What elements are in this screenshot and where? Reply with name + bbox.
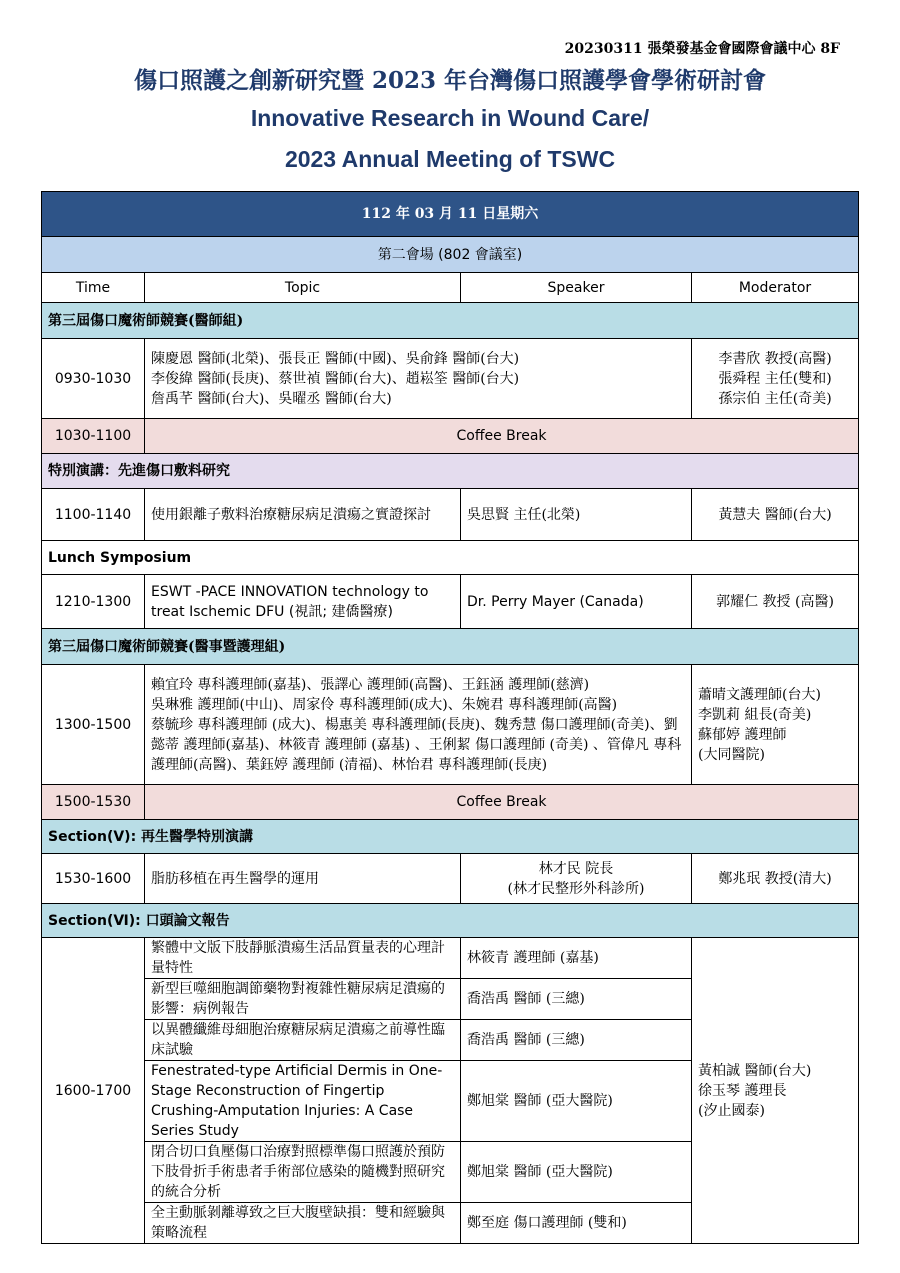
session-row (42, 575, 859, 629)
section-row (42, 904, 859, 938)
session-moderator: 蕭晴文護理師(台大) 李凱莉 組長(奇美) 蘇郁婷 護理師 (大同醫院) (692, 665, 859, 785)
session-moderator: 李書欣 教授(高醫) 張舜程 主任(雙和) 孫宗伯 主任(奇美) (692, 339, 859, 419)
paper-speaker: 鄭至庭 傷口護理師 (雙和) (461, 1203, 692, 1244)
paper-speaker: 鄭旭棠 醫師 (亞大醫院) (461, 1061, 692, 1142)
section-row (42, 303, 859, 339)
session-speakers: 陳慶恩 醫師(北榮)、張長正 醫師(中國)、吳俞鋒 醫師(台大) 李俊緯 醫師(長庚)、蔡世禎 醫師(台大)、趙崧筌 醫師(台大) 詹禹芊 醫師(台大)、吳曜丞 醫師(台大) (145, 339, 692, 419)
title-chinese: 傷口照護之創新研究暨 2023 年台灣傷口照護學會學術研討會 (133, 67, 767, 94)
session-row (42, 665, 859, 785)
paper-speaker: 喬浩禹 醫師 (三總) (461, 979, 692, 1020)
paper-row (42, 938, 859, 979)
title-english-line2: 2023 Annual Meeting of TSWC (284, 146, 616, 172)
session-moderator: 黃慧夫 醫師(台大) (692, 489, 859, 541)
break-label: Coffee Break (145, 785, 859, 820)
session-speaker: 吳思賢 主任(北榮) (461, 489, 692, 541)
program-table (41, 191, 859, 1244)
paper-topic: 新型巨噬細胞調節藥物對複雜性糖尿病足潰瘍的影響：病例報告 (145, 979, 461, 1020)
session-speaker: Dr. Perry Mayer (Canada) (461, 575, 692, 629)
room-cell: 第二會場 (802 會議室) (42, 237, 859, 273)
venue-line: 20230311 張榮發基金會國際會議中心 8F (564, 41, 840, 57)
session-moderator: 郭耀仁 教授 (高醫) (692, 575, 859, 629)
session-moderator: 黃柏誠 醫師(台大) 徐玉琴 護理長 (汐止國泰) (692, 938, 859, 1244)
paper-topic: 全主動脈剝離導致之巨大腹壁缺損：雙和經驗與策略流程 (145, 1203, 461, 1244)
section-title: 第三屆傷口魔術師競賽(醫事暨護理組) (42, 629, 859, 665)
section-row (42, 629, 859, 665)
session-time: 0930-1030 (42, 339, 145, 419)
section-row (42, 820, 859, 854)
date-cell: 112 年 03 月 11 日星期六 (42, 192, 859, 237)
paper-topic: 閉合切口負壓傷口治療對照標準傷口照護於預防下肢骨折手術患者手術部位感染的隨機對照研究的統合分析 (145, 1142, 461, 1203)
session-row (42, 489, 859, 541)
section-title: 第三屆傷口魔術師競賽(醫師組) (42, 303, 859, 339)
session-row (42, 854, 859, 904)
header-moderator: Moderator (692, 273, 859, 303)
session-moderator: 鄭兆珉 教授(清大) (692, 854, 859, 904)
break-label: Coffee Break (145, 419, 859, 454)
paper-topic: 繁體中文版下肢靜脈潰瘍生活品質量表的心理計量特性 (145, 938, 461, 979)
section-title: Section(Ⅴ): 再生醫學特別演講 (42, 820, 859, 854)
session-topic: 脂肪移植在再生醫學的運用 (145, 854, 461, 904)
break-row (42, 419, 859, 454)
paper-speaker: 喬浩禹 醫師 (三總) (461, 1020, 692, 1061)
session-speakers: 賴宜玲 專科護理師(嘉基)、張譯心 護理師(高醫)、王鈺涵 護理師(慈濟) 吳琳雅 護理師(中山)、周家伶 專科護理師(成大)、朱婉君 專科護理師(高醫) 蔡毓珍 專科護理師 (成大)、楊惠美 專科護理師(長庚)、魏秀慧 傷口護理師(奇美)、劉懿蒂 護理師(嘉基)、林筱青 護理師 (嘉基) 、王俐絜 傷口護理師 (奇美) 、管偉凡 專科護理師(高醫)、葉鈺婷 護理師 (清福)、林怡君 專科護理師(長庚) (145, 665, 692, 785)
section-title: 特別演講：先進傷口敷料研究 (42, 454, 859, 489)
break-time: 1500-1530 (42, 785, 145, 820)
session-topic: ESWT -PACE INNOVATION technology to treat Ischemic DFU (視訊; 建僑醫療) (145, 575, 461, 629)
session-time: 1300-1500 (42, 665, 145, 785)
paper-speaker: 鄭旭棠 醫師 (亞大醫院) (461, 1142, 692, 1203)
date-row (42, 192, 859, 237)
paper-topic: 以異體纖維母細胞治療糖尿病足潰瘍之前導性臨床試驗 (145, 1020, 461, 1061)
room-row (42, 237, 859, 273)
paper-topic: Fenestrated-type Artificial Dermis in One-Stage Reconstruction of Fingertip Crushing-Amputation Injuries: A Case Series Study (145, 1061, 461, 1142)
header-speaker: Speaker (461, 273, 692, 303)
session-time: 1100-1140 (42, 489, 145, 541)
section-row (42, 541, 859, 575)
session-time: 1600-1700 (42, 938, 145, 1244)
title-english-line1: Innovative Research in Wound Care/ (250, 105, 650, 131)
header-topic: Topic (145, 273, 461, 303)
section-title: Section(Ⅵ): 口頭論文報告 (42, 904, 859, 938)
column-header-row (42, 273, 859, 303)
section-title: Lunch Symposium (42, 541, 859, 575)
session-time: 1530-1600 (42, 854, 145, 904)
session-row (42, 339, 859, 419)
break-row (42, 785, 859, 820)
session-time: 1210-1300 (42, 575, 145, 629)
session-speaker: 林才民 院長 (林才民整形外科診所) (461, 854, 692, 904)
paper-speaker: 林筱青 護理師 (嘉基) (461, 938, 692, 979)
section-row (42, 454, 859, 489)
session-topic: 使用銀離子敷料治療糖尿病足潰瘍之實證探討 (145, 489, 461, 541)
header-time: Time (42, 273, 145, 303)
break-time: 1030-1100 (42, 419, 145, 454)
